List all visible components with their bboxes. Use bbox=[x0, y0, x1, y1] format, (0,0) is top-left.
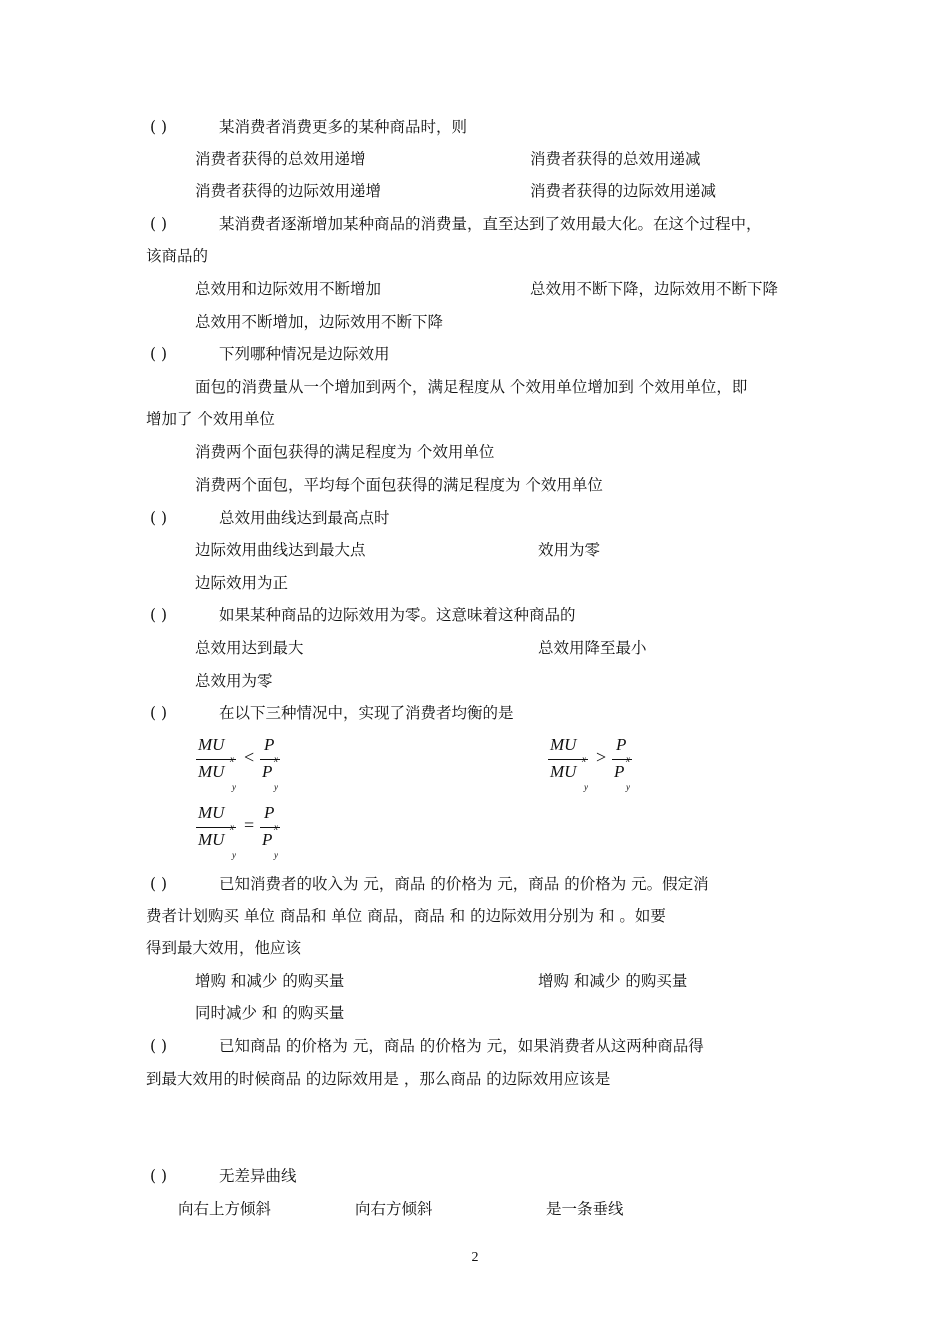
option-b: 消费者获得的总效用递减 bbox=[530, 150, 701, 168]
option-d: 消费者获得的边际效用递减 bbox=[530, 182, 717, 200]
answer-blank: ( ) bbox=[150, 606, 168, 624]
question-stem-cont: 费者计划购买 单位 商品和 单位 商品，商品 和 的边际效用分别为 和 。如要 bbox=[146, 907, 666, 925]
answer-blank: ( ) bbox=[150, 509, 168, 527]
option-a: 总效用和边际效用不断增加 bbox=[195, 280, 382, 298]
option-a: 增购 和减少 的购买量 bbox=[195, 972, 345, 990]
option-a: 消费者获得的总效用递增 bbox=[195, 150, 366, 168]
question-stem-cont: 该商品的 bbox=[146, 247, 209, 265]
option-a: 总效用达到最大 bbox=[195, 639, 304, 657]
question-stem: 在以下三种情况中，实现了消费者均衡的是 bbox=[219, 704, 514, 722]
answer-blank: ( ) bbox=[150, 1167, 168, 1185]
question-stem: 如果某种商品的边际效用为零。这意味着这种商品的 bbox=[219, 606, 576, 624]
question-stem: 已知商品 的价格为 元，商品 的价格为 元，如果消费者从这两种商品得 bbox=[219, 1037, 704, 1055]
option-c: 同时减少 和 的购买量 bbox=[195, 1004, 345, 1022]
formula-option-b: MU x MU y > P x P y bbox=[550, 735, 630, 792]
question-stem: 已知消费者的收入为 元，商品 的价格为 元，商品 的价格为 元。假定消 bbox=[219, 875, 709, 893]
option-c: 消费者获得的边际效用递增 bbox=[195, 182, 382, 200]
option-c: 边际效用为正 bbox=[195, 574, 289, 592]
question-stem-cont: 得到最大效用，他应该 bbox=[146, 939, 302, 957]
option-b: 增购 和减少 的购买量 bbox=[538, 972, 688, 990]
option-a: 面包的消费量从一个增加到两个，满足程度从 个效用单位增加到 个效用单位，即 bbox=[195, 378, 748, 396]
question-stem: 总效用曲线达到最高点时 bbox=[219, 509, 390, 527]
option-b: 消费两个面包获得的满足程度为 个效用单位 bbox=[195, 443, 495, 461]
option-a: 向右上方倾斜 bbox=[178, 1200, 272, 1218]
option-b: 向右方倾斜 bbox=[355, 1200, 433, 1218]
answer-blank: ( ) bbox=[150, 875, 168, 893]
answer-blank: ( ) bbox=[150, 215, 168, 233]
answer-blank: ( ) bbox=[150, 704, 168, 722]
option-c: 消费两个面包，平均每个面包获得的满足程度为 个效用单位 bbox=[195, 476, 603, 494]
option-a-cont: 增加了 个效用单位 bbox=[146, 410, 275, 428]
answer-blank: ( ) bbox=[150, 1037, 168, 1055]
option-c: 是一条垂线 bbox=[546, 1200, 624, 1218]
question-stem-cont: 到最大效用的时候商品 的边际效用是 ，那么商品 的边际效用应该是 bbox=[146, 1070, 611, 1088]
option-c: 总效用不断增加，边际效用不断下降 bbox=[195, 313, 444, 331]
option-b: 总效用降至最小 bbox=[538, 639, 647, 657]
option-b: 效用为零 bbox=[538, 541, 601, 559]
option-c: 总效用为零 bbox=[195, 672, 273, 690]
option-b: 总效用不断下降，边际效用不断下降 bbox=[530, 280, 779, 298]
option-a: 边际效用曲线达到最大点 bbox=[195, 541, 366, 559]
answer-blank: ( ) bbox=[150, 118, 168, 136]
formula-option-a: MU x MU y < P x P y bbox=[198, 735, 278, 792]
question-stem: 下列哪种情况是边际效用 bbox=[219, 345, 390, 363]
page-number: 2 bbox=[471, 1250, 479, 1265]
formula-option-c: MU x MU y = P x P y bbox=[198, 803, 278, 860]
question-stem: 某消费者消费更多的某种商品时，则 bbox=[219, 118, 468, 136]
question-stem: 无差异曲线 bbox=[219, 1167, 297, 1185]
answer-blank: ( ) bbox=[150, 345, 168, 363]
question-stem: 某消费者逐渐增加某种商品的消费量，直至达到了效用最大化。在这个过程中， bbox=[219, 215, 762, 233]
